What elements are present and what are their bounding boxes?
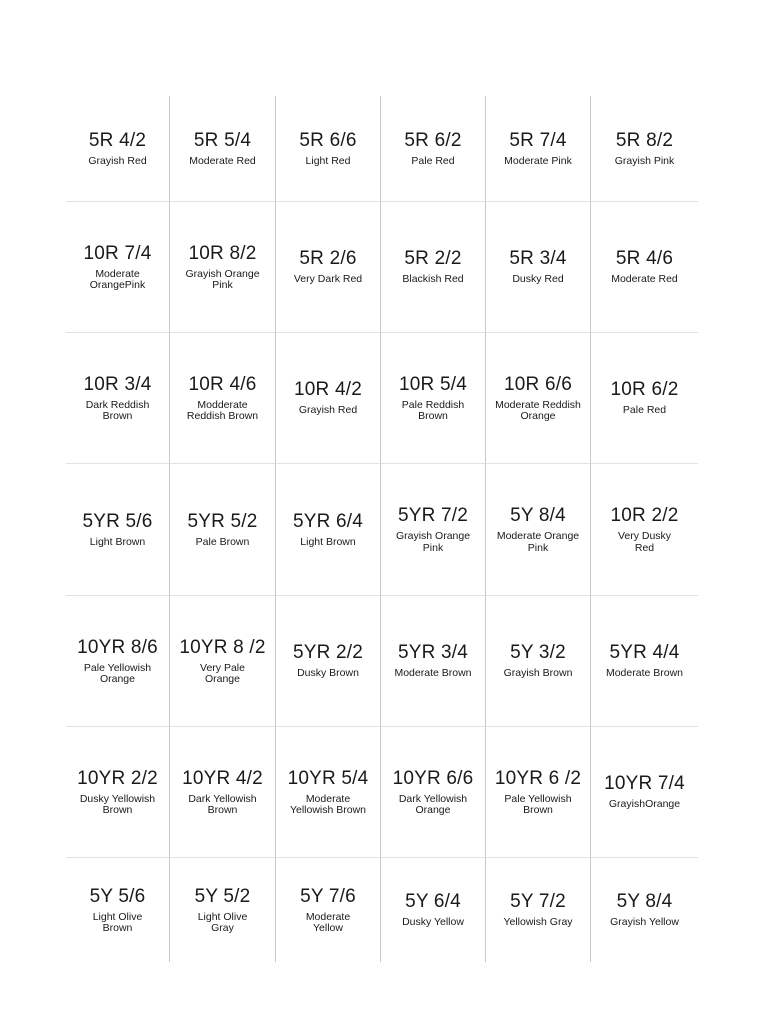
- color-name: Pale Brown: [195, 535, 250, 548]
- color-chip-cell: [169, 726, 275, 857]
- color-chip-cell: [590, 463, 698, 595]
- munsell-code: 5R 2/6: [299, 248, 357, 270]
- color-name: Very Dark Red: [293, 273, 363, 286]
- color-name: Very Pale Orange: [200, 661, 245, 685]
- color-chip-cell: [590, 201, 698, 332]
- color-name: Pale Red: [411, 154, 455, 167]
- color-name: Grayish Pink: [614, 154, 675, 167]
- color-name: Moderate Brown: [605, 667, 684, 680]
- color-name: Light Olive Gray: [197, 910, 248, 934]
- munsell-code: 10YR 5/4: [287, 767, 369, 789]
- munsell-code: 10R 8/2: [188, 242, 257, 264]
- munsell-code: 10YR 8/6: [77, 636, 158, 658]
- munsell-code: 5R 3/4: [509, 248, 567, 270]
- color-chip-cell: [485, 332, 590, 463]
- color-chip-cell: [275, 201, 380, 332]
- color-chip-cell: [590, 857, 698, 962]
- munsell-code: 10R 6/6: [504, 373, 572, 395]
- color-name: Dark Yellowish Orange: [398, 792, 468, 816]
- color-name: Moderate Red: [189, 154, 256, 167]
- color-name: Blackish Red: [402, 273, 464, 286]
- munsell-code: 5YR 2/2: [292, 642, 364, 664]
- color-name: Pale Yellowish Orange: [83, 661, 152, 685]
- color-name: Moderate Yellow: [305, 910, 351, 934]
- munsell-code: 10R 6/2: [610, 379, 679, 401]
- color-chip-cell: [485, 595, 590, 726]
- munsell-code: 5YR 4/4: [609, 642, 680, 664]
- color-chip-cell: [66, 463, 169, 595]
- color-name: Dusky Yellowish Brown: [79, 792, 156, 816]
- color-chip-cell: [590, 332, 698, 463]
- color-chip-cell: [169, 201, 275, 332]
- munsell-code: 5Y 6/4: [405, 891, 461, 913]
- munsell-code: 5Y 8/4: [510, 505, 566, 526]
- color-name: Moderate Orange Pink: [496, 530, 580, 554]
- munsell-code: 10YR 8 /2: [179, 636, 266, 658]
- color-chip-cell: [485, 201, 590, 332]
- munsell-code: 5YR 6/4: [292, 510, 364, 532]
- munsell-code: 5Y 5/6: [89, 885, 146, 907]
- munsell-code: 5R 8/2: [615, 129, 674, 151]
- munsell-code: 5R 6/2: [404, 129, 462, 151]
- munsell-code: 10R 5/4: [399, 373, 467, 395]
- color-name: Dark Yellowish Brown: [188, 792, 257, 816]
- color-chip-cell: [485, 463, 590, 595]
- munsell-code: 10R 4/6: [188, 373, 257, 395]
- color-chip-cell: [380, 595, 485, 726]
- color-chip-cell: [275, 595, 380, 726]
- color-name: Grayish Yellow: [610, 916, 679, 929]
- color-name: Pale Reddish Brown: [401, 398, 465, 422]
- munsell-code: 5R 2/2: [404, 248, 462, 270]
- munsell-code: 5Y 7/2: [510, 891, 566, 913]
- color-name: Moderate OrangePink: [89, 267, 146, 291]
- color-chip-cell: [169, 857, 275, 962]
- color-chip-cell: [275, 726, 380, 857]
- color-chip-cell: [169, 595, 275, 726]
- munsell-code: 10R 3/4: [83, 373, 152, 395]
- color-name: GrayishOrange: [608, 798, 681, 811]
- color-chip-cell: [169, 96, 275, 201]
- color-chip-cell: [275, 332, 380, 463]
- color-chip-cell: [66, 201, 169, 332]
- color-chip-cell: [169, 332, 275, 463]
- color-name: Dark Reddish Brown: [85, 398, 150, 422]
- color-chip-cell: [66, 332, 169, 463]
- color-chip-cell: [590, 595, 698, 726]
- color-name: Moderate Red: [611, 273, 678, 286]
- munsell-code: 10YR 6 /2: [494, 767, 582, 789]
- color-chip-cell: [380, 201, 485, 332]
- color-name: Light Red: [305, 154, 351, 167]
- munsell-code: 10R 2/2: [610, 505, 679, 526]
- color-chip-cell: [485, 857, 590, 962]
- munsell-code: 10R 7/4: [83, 242, 152, 264]
- color-chip-cell: [275, 96, 380, 201]
- color-name: Pale Yellowish Brown: [504, 792, 572, 816]
- munsell-code: 5R 4/6: [615, 248, 674, 270]
- munsell-code: 5R 6/6: [299, 129, 357, 151]
- color-name: Light Olive Brown: [92, 910, 143, 934]
- color-name: Modderate Reddish Brown: [186, 398, 259, 422]
- color-name: Moderate Yellowish Brown: [289, 792, 367, 816]
- color-name: Moderate Brown: [394, 667, 472, 680]
- color-chip-cell: [590, 726, 698, 857]
- color-chip-cell: [169, 463, 275, 595]
- color-chip-cell: [485, 726, 590, 857]
- color-chip-cell: [380, 726, 485, 857]
- munsell-code: 5YR 3/4: [397, 642, 469, 664]
- munsell-code: 5Y 5/2: [194, 885, 251, 907]
- munsell-code: 5R 7/4: [509, 129, 567, 151]
- color-chip-cell: [485, 96, 590, 201]
- color-chip-cell: [275, 463, 380, 595]
- color-name: Dusky Yellow: [402, 916, 464, 929]
- color-name: Grayish Brown: [503, 667, 573, 680]
- color-name: Grayish Red: [88, 154, 147, 167]
- munsell-code: 10YR 2/2: [77, 767, 158, 789]
- color-name: Dusky Brown: [297, 667, 359, 680]
- color-chip-cell: [66, 96, 169, 201]
- munsell-code: 5YR 5/6: [82, 510, 153, 532]
- color-chip-cell: [590, 96, 698, 201]
- color-name: Moderate Reddish Orange: [495, 398, 581, 422]
- color-chip-cell: [275, 857, 380, 962]
- color-chip-cell: [380, 96, 485, 201]
- munsell-code: 5R 5/4: [193, 129, 252, 151]
- color-chip-cell: [380, 332, 485, 463]
- color-chart-grid: [66, 96, 698, 962]
- munsell-code: 10YR 4/2: [182, 767, 263, 789]
- color-chip-cell: [66, 857, 169, 962]
- munsell-code: 10YR 6/6: [392, 767, 474, 789]
- munsell-code: 5Y 7/6: [300, 885, 356, 907]
- color-name: Light Brown: [89, 535, 146, 548]
- color-name: Grayish Red: [298, 404, 358, 417]
- color-name: Grayish Orange Pink: [395, 530, 471, 554]
- munsell-code: 5Y 8/4: [616, 891, 673, 913]
- color-name: Yellowish Gray: [503, 916, 573, 929]
- munsell-code: 5YR 7/2: [397, 505, 469, 526]
- munsell-code: 5Y 3/2: [510, 642, 566, 664]
- color-chip-cell: [66, 595, 169, 726]
- color-chip-cell: [380, 857, 485, 962]
- munsell-code: 5YR 5/2: [187, 510, 258, 532]
- color-name: Dusky Red: [512, 273, 564, 286]
- color-chip-cell: [380, 463, 485, 595]
- color-chip-cell: [66, 726, 169, 857]
- color-name: Grayish Orange Pink: [185, 267, 260, 291]
- munsell-code: 5R 4/2: [88, 129, 147, 151]
- color-name: Very Dusky Red: [617, 530, 672, 554]
- color-name: Light Brown: [300, 535, 356, 548]
- color-name: Pale Red: [622, 404, 667, 417]
- color-name: Moderate Pink: [504, 154, 572, 167]
- munsell-code: 10R 4/2: [294, 379, 362, 401]
- munsell-code: 10YR 7/4: [604, 773, 685, 795]
